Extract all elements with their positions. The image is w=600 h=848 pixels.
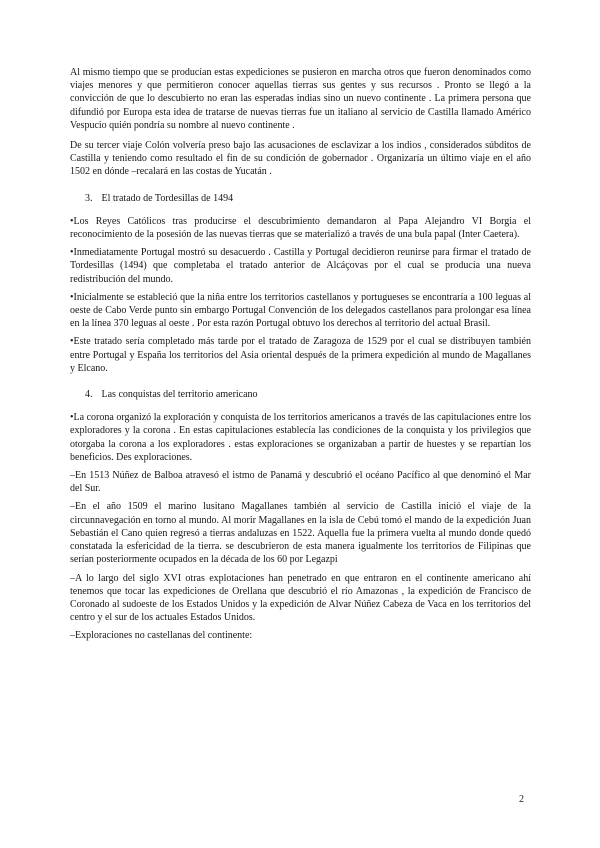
heading-number: 4. [85, 389, 93, 401]
page-number: 2 [519, 794, 524, 805]
dash-item: –En el año 1509 el marino lusitano Magallanes también al servicio de Castilla inició el viaje de la circunnavegación en torno al mundo. Al morir Magallanes en la isla de Cebú tomó el mando de la expedición Juan Sebastián el Cano quien regresó a tierras andaluzas en 1522. Aquella fue la primera vuelta al mundo donde quedó constatada la esfericidad de la tierra. se descubrieron de esta manera igualmente los territorios de Filipinas que serían posteriormente ocupados en la década de los 60 por Legazpi [70, 501, 531, 566]
dash-item: –Exploraciones no castellanas del continente: [70, 630, 253, 642]
paragraph: De su tercer viaje Colón volvería preso bajo las acusaciones de esclavizar a los indios , considerados súbditos de Castilla y teniendo como resultado el fin de su condición de gobernador . Organizaría un último viaje en el año 1502 en dónde –recalará en las costas de Yucatán . [70, 140, 531, 178]
heading-number: 3. [85, 192, 93, 204]
heading-text: El tratado de Tordesillas de 1494 [101, 192, 234, 204]
bullet-item: •Los Reyes Católicos tras producirse el descubrimiento demandaron al Papa Alejandro VI Borgia el reconocimiento de la posesión de las nuevas tierras que se materializó a través de una bula papal (Inter Caetera). [70, 215, 531, 241]
heading-text: Las conquistas del territorio americano [101, 389, 258, 401]
dash-item: –En 1513 Núñez de Balboa atravesó el istmo de Panamá y descubrió el océano Pacífico al que denominó el Mar del Sur. [70, 470, 531, 495]
section-heading [85, 192, 531, 205]
bullet-item: •Inicialmente se estableció que la niña entre los territorios castellanos y portugueses se encontraría a 100 leguas al oeste de Cabo Verde punto sin embargo Portugal Convención de los delegados castellanos para prolongar esa línea en la línea 370 leguas al oeste . Por esta razón Portugal obtuvo los derechos al territorio del actual Brasil. [70, 291, 531, 330]
bullet-item: •La corona organizó la exploración y conquista de los territorios americanos a través de las capitulaciones entre los exploradores y la corona . En estas capitulaciones establecía las condiciones de la conquista y los privilegios que otorgaba la corona a los exploradores . estas exploraciones se organizaban a partir de huestes y se repartían los beneficios. Des exploraciones. [70, 412, 531, 463]
section-heading [85, 388, 531, 401]
bullet-item: •Inmediatamente Portugal mostró su desacuerdo . Castilla y Portugal decidieron reunirse para firmar el tratado de Tordesillas (1494) que completaba el tratado anterior de Alcáçovas por el cual se producía una nueva redistribución del mundo. [70, 247, 531, 285]
dash-item: –A lo largo del siglo XVI otras explotaciones han penetrado en que entraron en el continente americano ahí tenemos que tocar las expediciones de Orellana que descubrió el río Amazonas , la expedición de Francisco de Coronado al sudoeste de los Estados Unidos y la expedición de Alvar Núñez Cabeza de Vaca en los territorios del centro y el sur de los actuales Estados Unidos. [70, 572, 531, 624]
document-content [70, 66, 531, 648]
paragraph: Al mismo tiempo que se producían estas expediciones se pusieron en marcha otros que fueron denominados como viajes menores y que permitieron conocer aquellas tierras sus gentes y sus recursos . Pronto se llegó a la convicción de que lo descubierto no eran las esperadas indias sino un nuevo continente . La primera persona que difundió por Europa esta idea de tratarse de nuevas tierras fue un italiano al servicio de Castilla llamado Américo Vespucio quién pondría su nombre al nuevo continente . [70, 67, 531, 131]
bullet-item: •Este tratado sería completado más tarde por el tratado de Zaragoza de 1529 por el cual se distribuyen también entre Portugal y España los territorios del Asia oriental después de la primera expedición al mundo de Magallanes y Elcano. [70, 336, 531, 374]
